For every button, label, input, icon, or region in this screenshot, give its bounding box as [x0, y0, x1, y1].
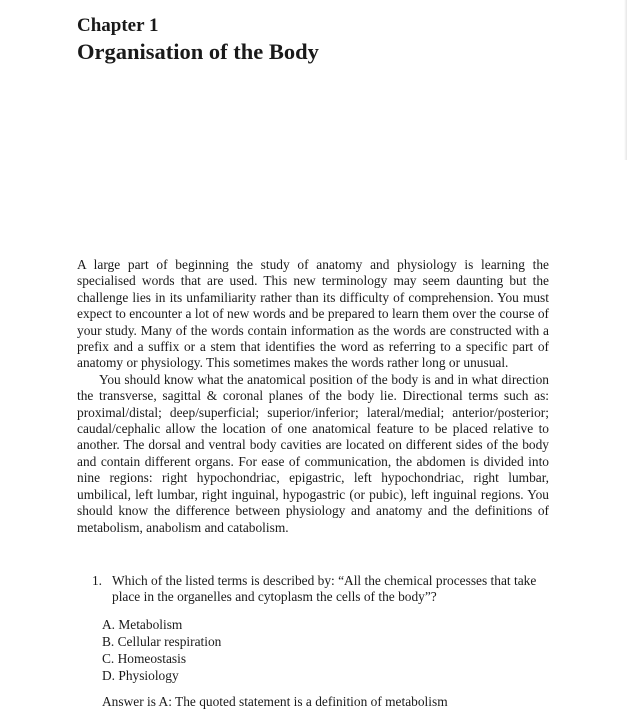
option-c: C. Homeostasis: [102, 651, 187, 666]
question-text: Which of the listed terms is described by: “All the chemical processes that take place in the organelles and cytoplasm the cells of the body”?: [112, 573, 537, 605]
answer-options: [102, 616, 221, 684]
chapter-title: Organisation of the Body: [77, 39, 319, 64]
intro-paragraph-1: A large part of beginning the study of anatomy and physiology is learning the specialised words that are used. This new terminology may seem daunting but the challenge lies in its unfamiliarity rather than its difficulty of comprehension. You must expect to encounter a lot of new words and be prepared to learn them over the course of your study. Many of the words contain information as the words are constructed with a prefix and a suffix or a stem that identifies the word as referring to a specific part of anatomy or physiology. This sometimes makes the words rather long or unusual.: [77, 257, 549, 371]
option-a: A. Metabolism: [102, 617, 183, 632]
intro-paragraph-2: You should know what the anatomical position of the body is and in what direction the transverse, sagittal & coronal planes of the body lie. Directional terms such as: proximal/distal; deep/superficial; superior/inferior; lateral/medial; anterior/posterior; caudal/cephalic allow the location of one anatomical feature to be placed relative to another. The dorsal and ventral body cavities are located on different sides of the body and contain different organs. For ease of communication, the abdomen is divided into nine regions: right hypochondriac, epigastric, left hypochondriac, right lumbar, umbilical, left lumbar, right inguinal, hypogastric (or pubic), left inguinal regions. You should know the difference between physiology and anatomy and the definitions of metabolism, anabolism and catabolism.: [77, 371, 549, 535]
option-d: D. Physiology: [102, 668, 179, 683]
intro-section: [77, 257, 549, 536]
chapter-label: Chapter 1: [77, 15, 159, 36]
question-1: [77, 573, 549, 606]
question-number: 1.: [91, 573, 102, 588]
option-b: B. Cellular respiration: [102, 634, 222, 649]
answer-explanation: Answer is A: The quoted statement is a definition of metabolism: [102, 694, 448, 709]
